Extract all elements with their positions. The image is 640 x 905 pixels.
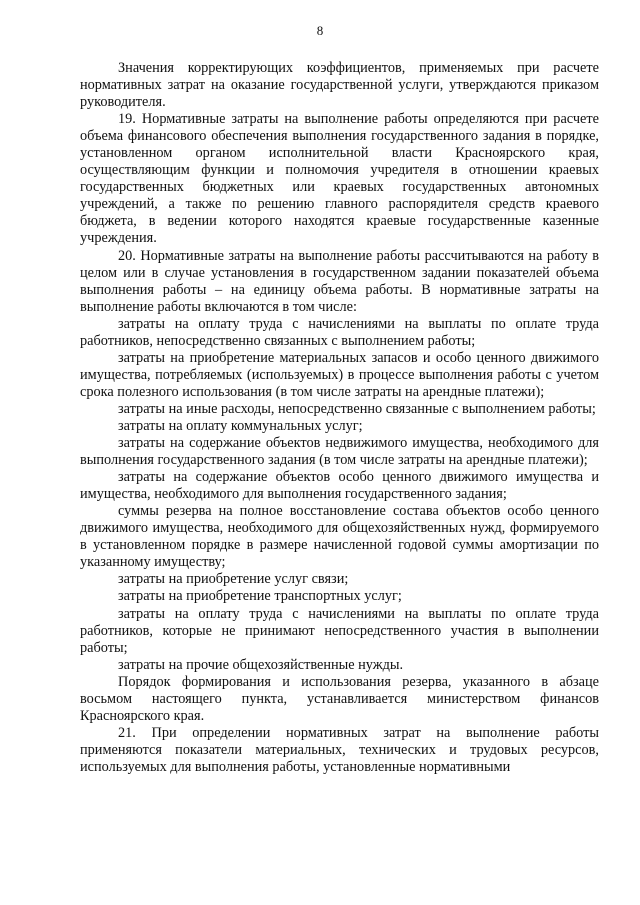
page-number: 8: [316, 23, 324, 38]
list-item-materials: затраты на приобретение материальных запасов и особо ценного движимого имущества, потребляемых (используемых) в процессе выполнения работы с учетом срока полезного использования (в том числе затраты на арендные платежи);: [80, 349, 599, 400]
list-item-labor-costs: затраты на оплату труда с начислениями на выплаты по оплате труда работников, непосредственно связанных с выполнением работы;: [80, 315, 599, 349]
list-item-real-estate: затраты на содержание объектов недвижимого имущества, необходимого для выполнения государственного задания (в том числе затраты на арендные платежи);: [80, 435, 599, 469]
list-item-general-needs: затраты на прочие общехозяйственные нужды.: [118, 656, 404, 673]
paragraph-coefficients: Значения корректирующих коэффициентов, применяемых при расчете нормативных затрат на оказание государственной услуги, утверждаются приказом руководителя.: [80, 60, 599, 111]
paragraph-20: 20. Нормативные затраты на выполнение работы рассчитываются на работу в целом или в случае установления в государственном задании показателей объема выполнения работы – на единицу объема работы. В нормативные затраты на выполнение работы включаются в том числе:: [80, 247, 599, 315]
paragraph-19: 19. Нормативные затраты на выполнение работы определяются при расчете объема финансового обеспечения выполнения государственного задания в порядке, установленном органом исполнительной власти Красноярского края, осуществляющим функции и полномочия учредителя в отношении краевых государственных бюджетных или краевых государственных автономных учреждений, а также по решению главного распорядителя средств краевого бюджета, в ведении которого находятся краевые государственные казенные учреждения.: [80, 111, 599, 247]
paragraph-21: 21. При определении нормативных затрат на выполнение работы применяются показатели материальных, технических и трудовых ресурсов, используемых для выполнения работы, установленные нормативными: [80, 724, 599, 775]
list-item-reserve: суммы резерва на полное восстановление состава объектов особо ценного движимого имущества, необходимого для общехозяйственных нужд, формируемого в установленном порядке в размере начисленной годовой суммы амортизации по указанному имуществу;: [80, 503, 599, 571]
paragraph-reserve-procedure: Порядок формирования и использования резерва, указанного в абзаце восьмом настоящего пункта, устанавливается министерством финансов Красноярского края.: [80, 673, 599, 724]
list-item-indirect-labor: затраты на оплату труда с начислениями на выплаты по оплате труда работников, которые не принимают непосредственного участия в выполнении работы;: [80, 605, 599, 656]
list-item-movable-property: затраты на содержание объектов особо ценного движимого имущества и имущества, необходимого для выполнения государственного задания;: [80, 469, 599, 503]
list-item-utilities: затраты на оплату коммунальных услуг;: [118, 417, 363, 434]
list-item-other-expenses: затраты на иные расходы, непосредственно связанные с выполнением работы;: [118, 400, 596, 417]
document-body: [80, 60, 599, 776]
list-item-transport: затраты на приобретение транспортных услуг;: [118, 588, 402, 605]
list-item-communications: затраты на приобретение услуг связи;: [118, 571, 349, 588]
